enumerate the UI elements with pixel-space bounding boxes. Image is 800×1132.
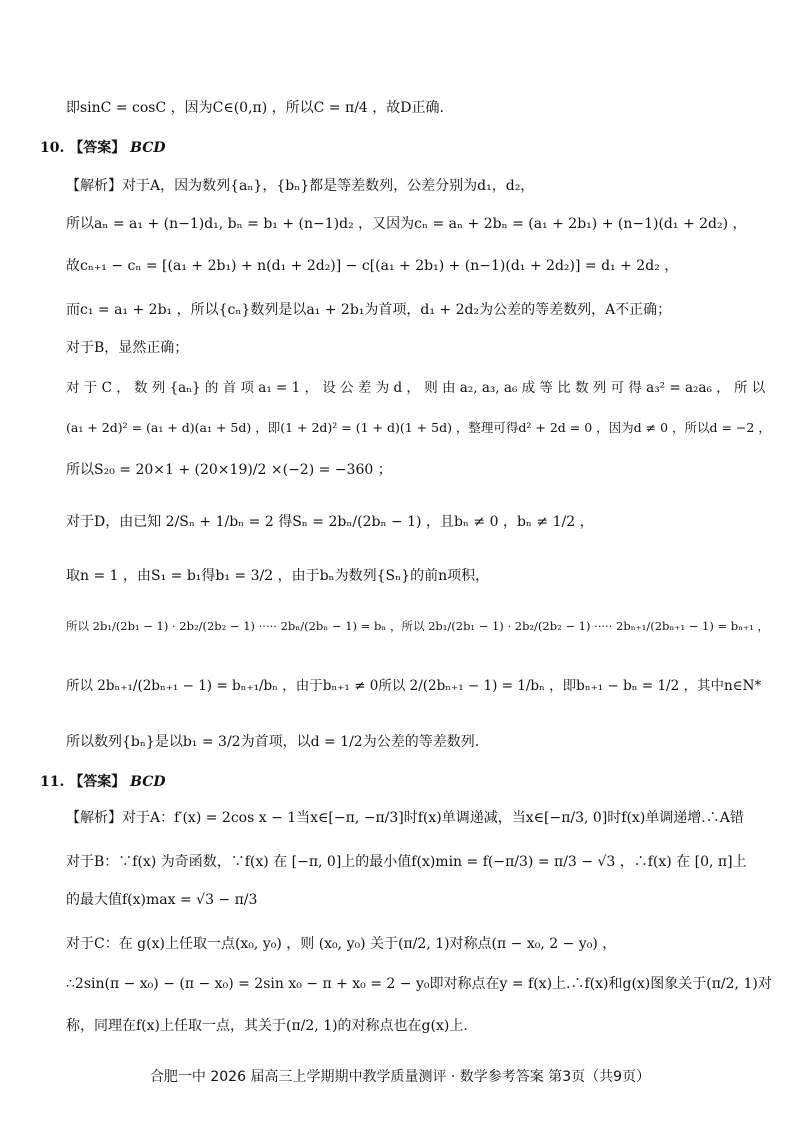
text-line: 取n = 1 ，由S₁ = b₁得b₁ = 3/2 ，由于bₙ为数列{Sₙ}的前n项积，	[66, 568, 490, 584]
text-line: 对于D，由已知 2/Sₙ + 1/bₙ = 2 得Sₙ = 2bₙ/(2bₙ − 1) ，且bₙ ≠ 0 ，bₙ ≠ 1/2 ，	[66, 514, 594, 530]
text-line: 对于B，显然正确；	[66, 340, 189, 356]
page-footer: 合肥一中 2026 届高三上学期期中教学质量测评 · 数学参考答案 第3页（共9页）	[149, 1069, 651, 1085]
text-line: 对 于 C ， 数 列 {aₙ} 的 首 项 a₁ = 1 ， 设 公 差 为 d ， 则 由 a₂, a₃, a₆ 成 等 比 数 列 可 得 a₃² = a₂a₆ ， 所 以	[66, 380, 766, 396]
answer-choices: BCD	[130, 774, 166, 790]
text-line: 称，同理在f(x)上任取一点，其关于(π/2, 1)的对称点也在g(x)上.	[66, 1018, 468, 1034]
text-line: (a₁ + 2d)² = (a₁ + d)(a₁ + 5d) ，即(1 + 2d)² = (1 + d)(1 + 5d) ，整理可得d² + 2d = 0 ，因为d ≠ 0 ，所以d = −2 ，	[66, 420, 771, 435]
text-line: 对于B：∵f(x) 为奇函数，∵f(x) 在 [−π, 0]上的最小值f(x)min = f(−π/3) = π/3 − √3 ，∴f(x) 在 [0, π]上	[66, 854, 747, 870]
text-line: 所以aₙ = a₁ + (n−1)d₁, bₙ = b₁ + (n−1)d₂ ，又因为cₙ = aₙ + 2bₙ = (a₁ + 2b₁) + (n−1)(d₁ + 2d₂) ，	[66, 216, 747, 232]
text-line: 的最大值f(x)max = √3 − π/3	[66, 892, 258, 908]
text-line: 即sinC = cosC ，因为C∈(0,π) ，所以C = π/4 ，故D正确.	[66, 100, 444, 116]
text-line: 故cₙ₊₁ − cₙ = [(a₁ + 2b₁) + n(d₁ + 2d₂)] − c[(a₁ + 2b₁) + (n−1)(d₁ + 2d₂)] = d₁ + 2d₂ ，	[66, 258, 679, 274]
text-line: 【解析】对于A：f′(x) = 2cos x − 1当x∈[−π, −π/3]时f(x)单调递减，当x∈[−π/3, 0]时f(x)单调递增.∴A错	[66, 810, 744, 826]
answer-tag: 【答案】	[69, 774, 126, 790]
text-line: 【解析】对于A，因为数列{aₙ}，{bₙ}都是等差数列，公差分别为d₁，d₂，	[66, 178, 535, 194]
text-line: 所以 2b₁/(2b₁ − 1) · 2b₂/(2b₂ − 1) ····· 2bₙ/(2bₙ − 1) = bₙ ，所以 2b₁/(2b₁ − 1) · 2b₂/(2b₂ − 1) ····· 2bₙ₊₁/(2bₙ₊₁ − 1) = bₙ₊₁ ，	[66, 619, 769, 633]
text-line: 所以 2bₙ₊₁/(2bₙ₊₁ − 1) = bₙ₊₁/bₙ ，由于bₙ₊₁ ≠ 0所以 2/(2bₙ₊₁ − 1) = 1/bₙ ，即bₙ₊₁ − bₙ = 1/2 ，其中n∈N*	[66, 678, 762, 694]
text-line: 所以数列{bₙ}是以b₁ = 3/2为首项，以d = 1/2为公差的等差数列.	[66, 734, 480, 750]
text-line: ∴2sin(π − x₀) − (π − x₀) = 2sin x₀ − π + x₀ = 2 − y₀即对称点在y = f(x)上.∴f(x)和g(x)图象关于(π/2, 1)对	[66, 976, 772, 992]
question-10-heading	[40, 140, 166, 157]
question-11-heading	[40, 774, 166, 791]
question-number: 10.	[40, 140, 65, 156]
text-line: 而c₁ = a₁ + 2b₁ ，所以{cₙ}数列是以a₁ + 2b₁为首项，d₁ + 2d₂为公差的等差数列，A不正确；	[66, 302, 672, 318]
question-number: 11.	[40, 774, 65, 790]
answer-choices: BCD	[130, 140, 166, 156]
text-line: 对于C：在 g(x)上任取一点(x₀, y₀) ，则 (x₀, y₀) 关于(π/2, 1)对称点(π − x₀, 2 − y₀) ，	[66, 936, 617, 952]
text-line: 所以S₂₀ = 20×1 + (20×19)/2 ×(−2) = −360 ；	[66, 462, 392, 478]
answer-tag: 【答案】	[69, 140, 126, 156]
